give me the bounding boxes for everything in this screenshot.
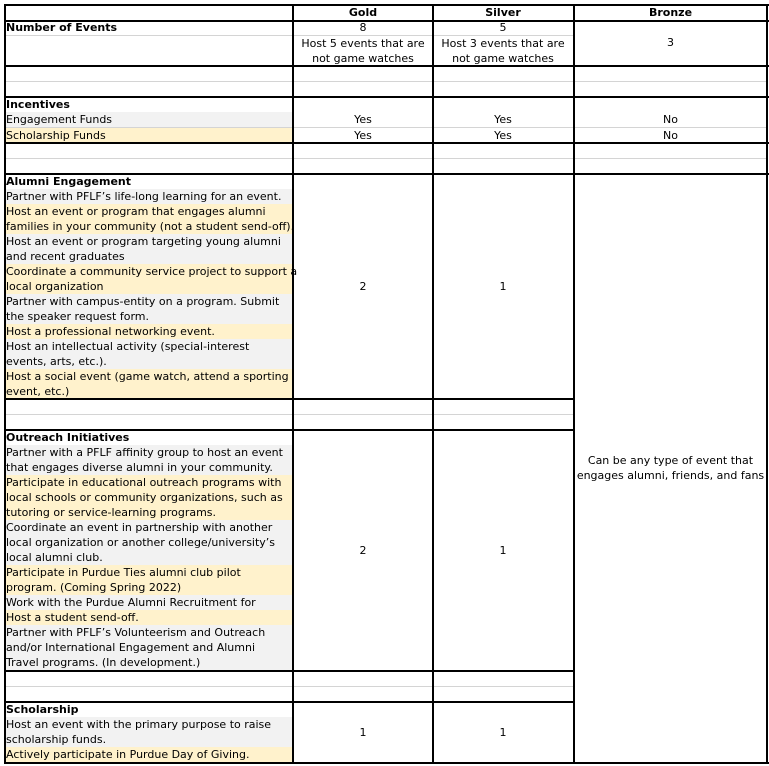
gridline [5,414,573,415]
outreach-line: Host a student send-off. [6,611,139,624]
scholarship-line: scholarship funds. [6,733,107,746]
alumni-engagement-line: Coordinate a community service project to support a [6,265,298,278]
alumni-engagement-line: events, arts, etc.). [6,355,107,368]
outreach-line: Participate in educational outreach programs with [6,476,282,489]
scholarship-line: Actively participate in Purdue Day of Giving. [6,748,250,761]
alumni-engagement-silver: 1 [499,280,507,293]
outreach-line: Partner with PFLF’s Volunteerism and Outreach [6,626,266,639]
header-silver: Silver [485,6,521,19]
outreach-line: local schools or community organizations, such as [6,491,283,504]
border [4,398,575,400]
outreach-line: and/or International Engagement and Alumni [6,641,255,654]
gridline [5,158,768,159]
incentive-label: Scholarship Funds [6,129,106,142]
alumni-engagement-line: Host a professional networking event. [6,325,215,338]
gridline [5,35,293,36]
scholarship-gold: 1 [359,726,367,739]
alumni-engagement-gold: 2 [359,280,367,293]
outreach-line: local alumni club. [6,551,103,564]
alumni-engagement-line: the speaker request form. [6,310,149,323]
outreach-title: Outreach Initiatives [6,431,130,444]
bronze-note: engages alumni, friends, and fans [576,469,765,482]
incentive-gold: Yes [354,113,372,126]
outreach-line: Work with the Purdue Alumni Recruitment for [6,596,256,609]
alumni-engagement-line: Host an event or program that engages alumni [6,205,266,218]
incentives-title: Incentives [6,98,70,111]
incentive-bronze: No [663,129,678,142]
alumni-engagement-line: Partner with PFLF’s life-long learning for an event. [6,190,282,203]
alumni-engagement-title: Alumni Engagement [6,175,131,188]
outreach-line: Travel programs. (In development.) [6,656,201,669]
border [4,701,575,703]
incentive-gold: Yes [354,129,372,142]
alumni-engagement-line: and recent graduates [6,250,125,263]
incentive-silver: Yes [494,113,512,126]
scholarship-line: Host an event with the primary purpose to raise [6,718,272,731]
alumni-engagement-line: Partner with campus-entity on a program. Submit [6,295,280,308]
alumni-engagement-line: families in your community (not a student send-off). [6,220,295,233]
silver-event-note: not game watches [452,52,554,65]
border [766,4,768,764]
alumni-engagement-line: Host a social event (game watch, attend a sporting [6,370,289,383]
border [4,762,769,764]
outreach-line: tutoring or service-learning programs. [6,506,217,519]
incentive-bronze: No [663,113,678,126]
gold-event-note: not game watches [312,52,414,65]
border [4,96,769,98]
header-bronze: Bronze [648,6,693,19]
bronze-event-count: 3 [667,36,674,49]
number-of-events-label: Number of Events [6,21,118,34]
scholarship-silver: 1 [499,726,507,739]
gold-event-count: 8 [359,21,367,34]
outreach-silver: 1 [499,544,507,557]
outreach-gold: 2 [359,544,367,557]
incentive-silver: Yes [494,129,512,142]
incentive-label: Engagement Funds [6,113,113,126]
alumni-engagement-line: Host an event or program targeting young alumni [6,235,281,248]
bronze-note: Can be any type of event that [587,454,754,467]
border [4,670,575,672]
gold-event-note: Host 5 events that are [301,37,425,50]
outreach-line: program. (Coming Spring 2022) [6,581,182,594]
outreach-line: that engages diverse alumni in your community. [6,461,273,474]
outreach-line: Participate in Purdue Ties alumni club pilot [6,566,241,579]
gridline [5,81,768,82]
header-gold: Gold [348,6,378,19]
gridline [5,686,573,687]
scholarship-title: Scholarship [6,703,79,716]
alumni-engagement-line: local organization [6,280,104,293]
silver-event-note: Host 3 events that are [441,37,565,50]
outreach-line: Partner with a PFLF affinity group to host an event [6,446,283,459]
outreach-line: Coordinate an event in partnership with another [6,521,273,534]
alumni-engagement-line: event, etc.) [6,385,70,398]
silver-event-count: 5 [499,21,507,34]
outreach-line: local organization or another college/university’s [6,536,276,549]
alumni-engagement-line: Host an intellectual activity (special-interest [6,340,250,353]
